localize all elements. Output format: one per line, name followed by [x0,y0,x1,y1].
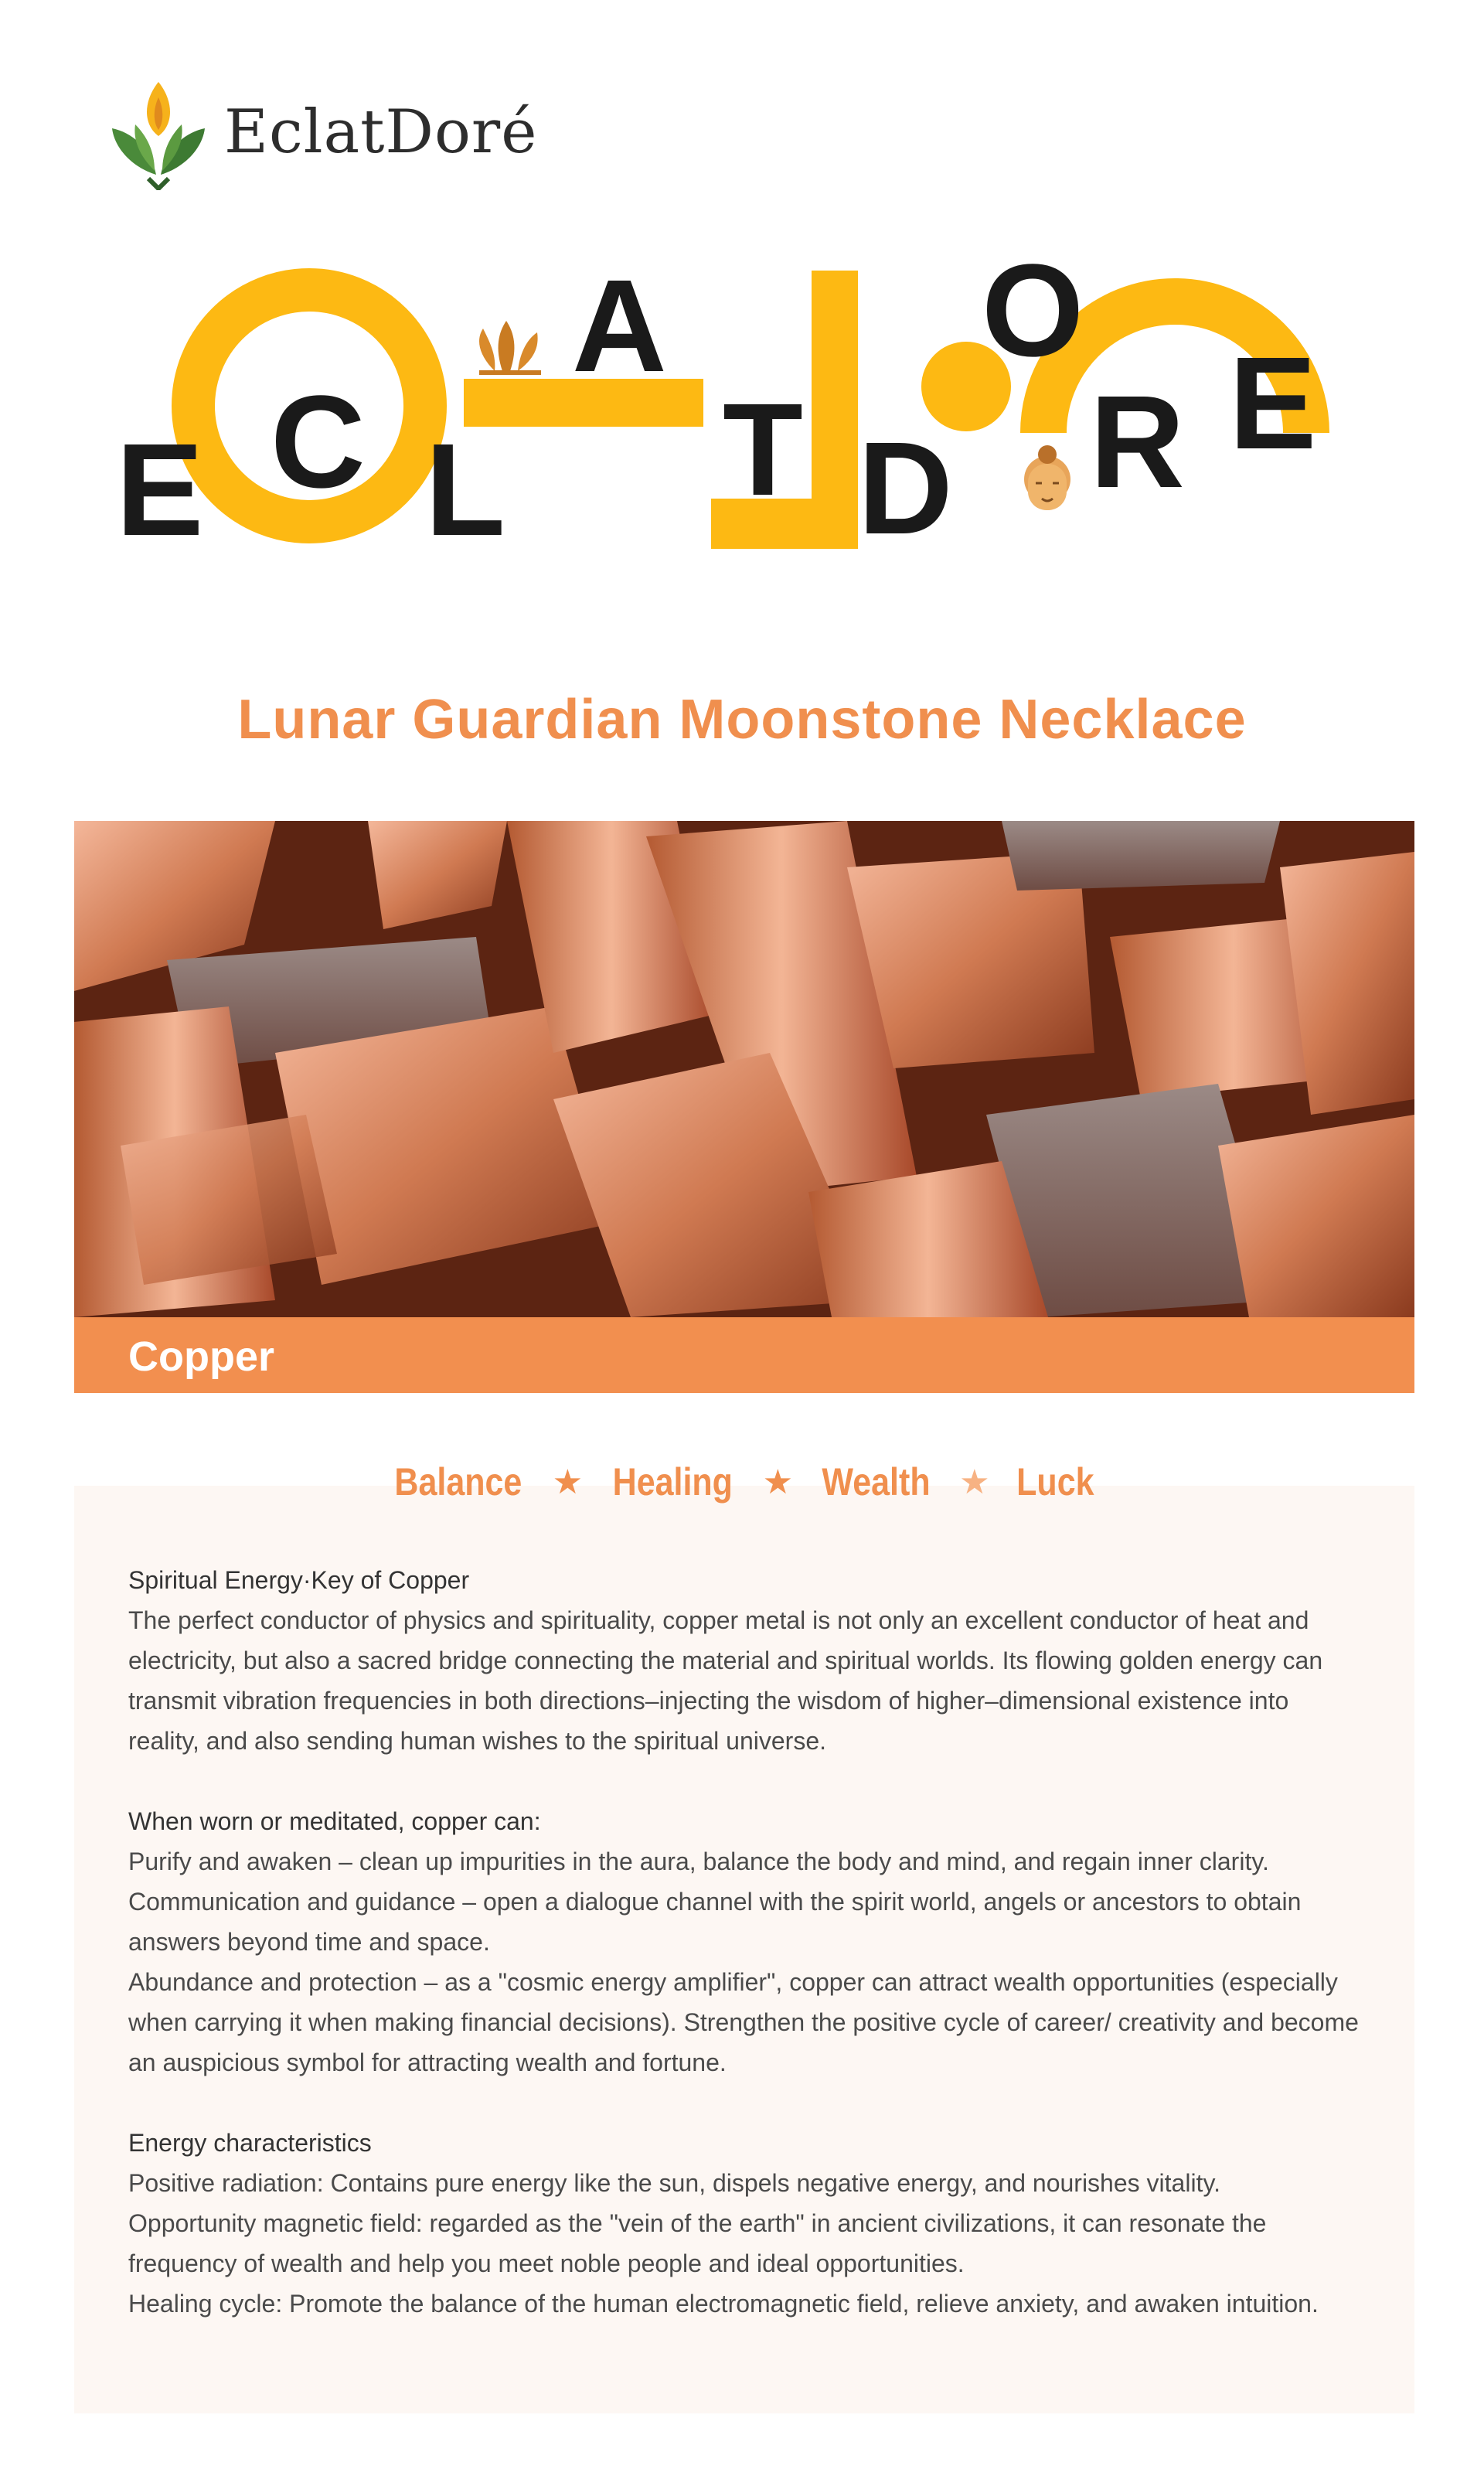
description-body [128,1560,1365,2324]
banner-letter-o: O [982,255,1084,384]
list-item: Abundance and protection – as a "cosmic energy amplifier", copper can attract wealth opportunities (especially when carrying it when making financial decisions). Strengthen the positive cycle of career/ creativity and become an auspicious symbol for attracting wealth and fortune. [128,1968,1359,2076]
banner-letter-t: T [723,376,803,523]
eclatdore-typography-banner-icon [116,255,1384,580]
tag-wealth: Wealth [822,1460,931,1504]
brand-name: EclatDoré [224,97,538,167]
brand-logo[interactable] [108,74,537,190]
banner-letter-l: L [425,417,505,564]
material-caption-bar [74,1317,1414,1393]
banner-letter-r: R [1090,369,1185,516]
copper-photo [74,821,1414,1317]
list-item: Communication and guidance – open a dialogue channel with the spirit world, angels or ancestors to obtain answers beyond time and space. [128,1888,1302,1956]
section-heading-spiritual-energy: Spiritual Energy·Key of Copper [128,1566,470,1594]
lotus-icon [479,321,541,373]
banner-letter-e1: E [116,417,204,564]
banner-letter-a: A [572,255,667,400]
copper-scrap-image-icon [74,821,1414,1317]
star-icon: ★ [762,1463,794,1501]
tag-luck: Luck [1016,1460,1094,1504]
star-icon: ★ [552,1463,584,1501]
material-name: Copper [128,1333,274,1380]
section-heading-energy-characteristics: Energy characteristics [128,2129,372,2157]
list-item: Opportunity magnetic field: regarded as the "vein of the earth" in ancient civilizations, it can resonate the frequency of wealth and help you meet noble people and ideal opportunities. [128,2209,1267,2277]
section-heading-copper-can: When worn or meditated, copper can: [128,1807,541,1835]
tag-healing: Healing [612,1460,733,1504]
buddha-head-icon [1024,445,1070,510]
banner-letter-d: D [858,415,953,562]
banner-letter-c: C [271,369,366,516]
star-icon: ★ [959,1463,990,1501]
banner-letter-e2: E [1229,330,1317,477]
lotus-leaf-logo-icon [108,74,209,190]
tag-balance: Balance [394,1460,522,1504]
list-item: Purify and awaken – clean up impurities in the aura, balance the body and mind, and regain inner clarity. [128,1848,1269,1875]
brand-banner [116,255,1384,580]
attribute-tags [0,1455,1484,1509]
product-title: Lunar Guardian Moonstone Necklace [237,689,1247,751]
list-item: Healing cycle: Promote the balance of the human electromagnetic field, relieve anxiety, and awaken intuition. [128,2290,1319,2318]
section-paragraph-spiritual-energy: The perfect conductor of physics and spirituality, copper metal is not only an excellent conductor of heat and electricity, but also a sacred bridge connecting the material and spiritual worlds. Its flowing golden energy can transmit vibration frequencies in both directions–injecting the wisdom of higher–dimensional existence into reality, and also sending human wishes to the spiritual universe. [128,1606,1323,1755]
list-item: Positive radiation: Contains pure energy like the sun, dispels negative energy, and nourishes vitality. [128,2169,1220,2197]
